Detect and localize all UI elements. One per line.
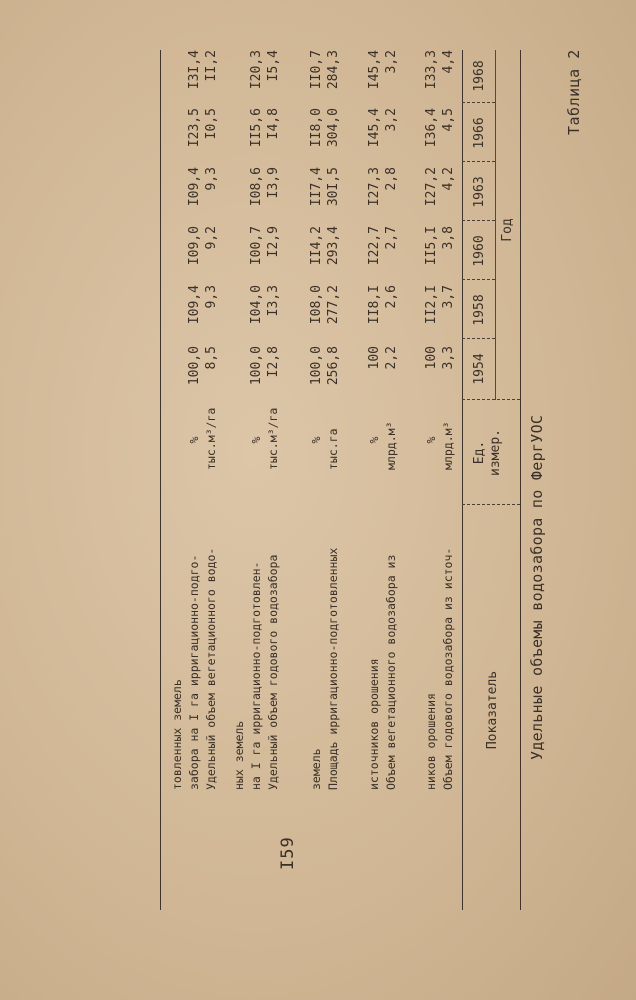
table-cell: I45,4 (367, 50, 382, 90)
unit-value: % (367, 436, 381, 444)
table-cell: I04,0 (249, 285, 264, 325)
table-cell: II5,I (424, 226, 439, 266)
table-cell: II5,6 (249, 108, 264, 148)
table-cell: II,2 (204, 50, 219, 82)
unit-header-line1: Ед. (472, 440, 487, 465)
year-group-header: Год (500, 218, 515, 242)
table-cell: I2,9 (266, 226, 281, 258)
table-cell: 9,3 (204, 167, 219, 191)
table-cell: II4,2 (309, 226, 324, 266)
table-cell: 4,5 (441, 108, 456, 132)
unit-value: % (424, 436, 438, 444)
unit-value: млрд.м³ (441, 421, 455, 470)
indicator-header: Показатель (485, 670, 500, 750)
table-cell: 9,2 (204, 226, 219, 250)
indicator-line: забора на I га ирригационно-подго- (187, 554, 201, 790)
year-header: 1960 (472, 235, 487, 267)
table-cell: I08,0 (309, 285, 324, 325)
table-cell: 3,7 (441, 285, 456, 309)
year-header: 1968 (472, 60, 487, 92)
table-cell: 3,8 (441, 226, 456, 250)
indicator-line: земель (309, 748, 323, 790)
table-cell: 8,5 (204, 346, 219, 370)
table-cell: I5,4 (266, 50, 281, 82)
header-separator (462, 399, 520, 400)
table-cell: 256,8 (326, 346, 341, 386)
table-cell: II0,7 (309, 50, 324, 90)
unit-value: тыс.м³/га (266, 407, 280, 470)
table-cell: 100 (424, 346, 439, 370)
table-cell: I3,3 (266, 285, 281, 317)
table-cell: I33,3 (424, 50, 439, 90)
table-title: Удельные объемы водозабора по ФергУОС (528, 414, 546, 760)
unit-value: тыс.га (326, 428, 340, 470)
table-cell: I23,5 (187, 108, 202, 148)
table-cell: 293,4 (326, 226, 341, 266)
table-cell: I09,0 (187, 226, 202, 266)
table-cell: 2,2 (384, 346, 399, 370)
header-separator (462, 504, 520, 505)
table-cell: 277,2 (326, 285, 341, 325)
indicator-line: Удельный объем годового водозабора (266, 554, 280, 790)
table-cell: 284,3 (326, 50, 341, 90)
unit-value: тыс.м³/га (204, 407, 218, 470)
table-cell: I3,9 (266, 167, 281, 199)
indicator-line: ных земель (232, 720, 246, 790)
table-cell: I00,7 (249, 226, 264, 266)
unit-value: % (309, 436, 323, 444)
table-cell: 100,0 (309, 346, 324, 386)
table-cell: I20,3 (249, 50, 264, 90)
table-bottom-rule (160, 50, 161, 910)
table-cell: 100 (367, 346, 382, 370)
table-cell: 100,0 (187, 346, 202, 386)
unit-value: млрд.м³ (384, 421, 398, 470)
year-separator (462, 220, 495, 221)
table-cell: I3I,4 (187, 50, 202, 90)
table-label: Таблица 2 (565, 49, 583, 135)
table-cell: I0,5 (204, 108, 219, 140)
table-cell: I08,6 (249, 167, 264, 207)
year-separator (462, 279, 495, 280)
table-cell: I36,4 (424, 108, 439, 148)
page-number: I59 (278, 836, 298, 870)
indicator-line: товленных земель (170, 679, 184, 790)
table-cell: I22,7 (367, 226, 382, 266)
table-cell: II2,I (424, 285, 439, 325)
table-cell: 3,2 (384, 50, 399, 74)
table-cell: 4,4 (441, 50, 456, 74)
year-header: 1954 (472, 353, 487, 385)
unit-header-line2: измер. (488, 429, 503, 476)
table-cell: II7,4 (309, 167, 324, 207)
indicator-line: источников орошения (367, 658, 381, 790)
indicator-line: Удельный объем вегетационного водо- (204, 547, 218, 790)
year-separator (462, 161, 495, 162)
table-cell: I09,4 (187, 285, 202, 325)
table-cell: II8,I (367, 285, 382, 325)
header-bottom-rule (462, 50, 463, 910)
table-top-rule (520, 50, 521, 910)
year-header: 1963 (472, 176, 487, 208)
table-cell: 100,0 (249, 346, 264, 386)
table-cell: 9,3 (204, 285, 219, 309)
year-header: 1958 (472, 294, 487, 326)
indicator-line: на I га ирригационно-подготовлен- (249, 561, 263, 790)
year-header: 1966 (472, 117, 487, 149)
indicator-line: Площадь ирригационно-подготовленных (326, 547, 340, 790)
table-cell: I27,2 (424, 167, 439, 207)
table-cell: 3,2 (384, 108, 399, 132)
table-cell: 3,3 (441, 346, 456, 370)
table-cell: 304,0 (326, 108, 341, 148)
table-cell: I27,3 (367, 167, 382, 207)
year-separator (462, 102, 495, 103)
table-cell: I45,4 (367, 108, 382, 148)
year-separator (462, 338, 495, 339)
indicator-line: Объем вегетационного водозабора из (384, 554, 398, 790)
year-group-rule (495, 50, 496, 400)
indicator-line: ников орошения (424, 693, 438, 790)
indicator-line: Объем годового водозабора из источ- (441, 547, 455, 790)
unit-value: % (249, 436, 263, 444)
table-cell: II8,0 (309, 108, 324, 148)
table-cell: I09,4 (187, 167, 202, 207)
table-cell: 2,7 (384, 226, 399, 250)
table-cell: 30I,5 (326, 167, 341, 207)
table-cell: 2,8 (384, 167, 399, 191)
table-cell: 4,2 (441, 167, 456, 191)
table-cell: 2,6 (384, 285, 399, 309)
unit-value: % (187, 436, 201, 444)
table-cell: I2,8 (266, 346, 281, 378)
table-cell: I4,8 (266, 108, 281, 140)
